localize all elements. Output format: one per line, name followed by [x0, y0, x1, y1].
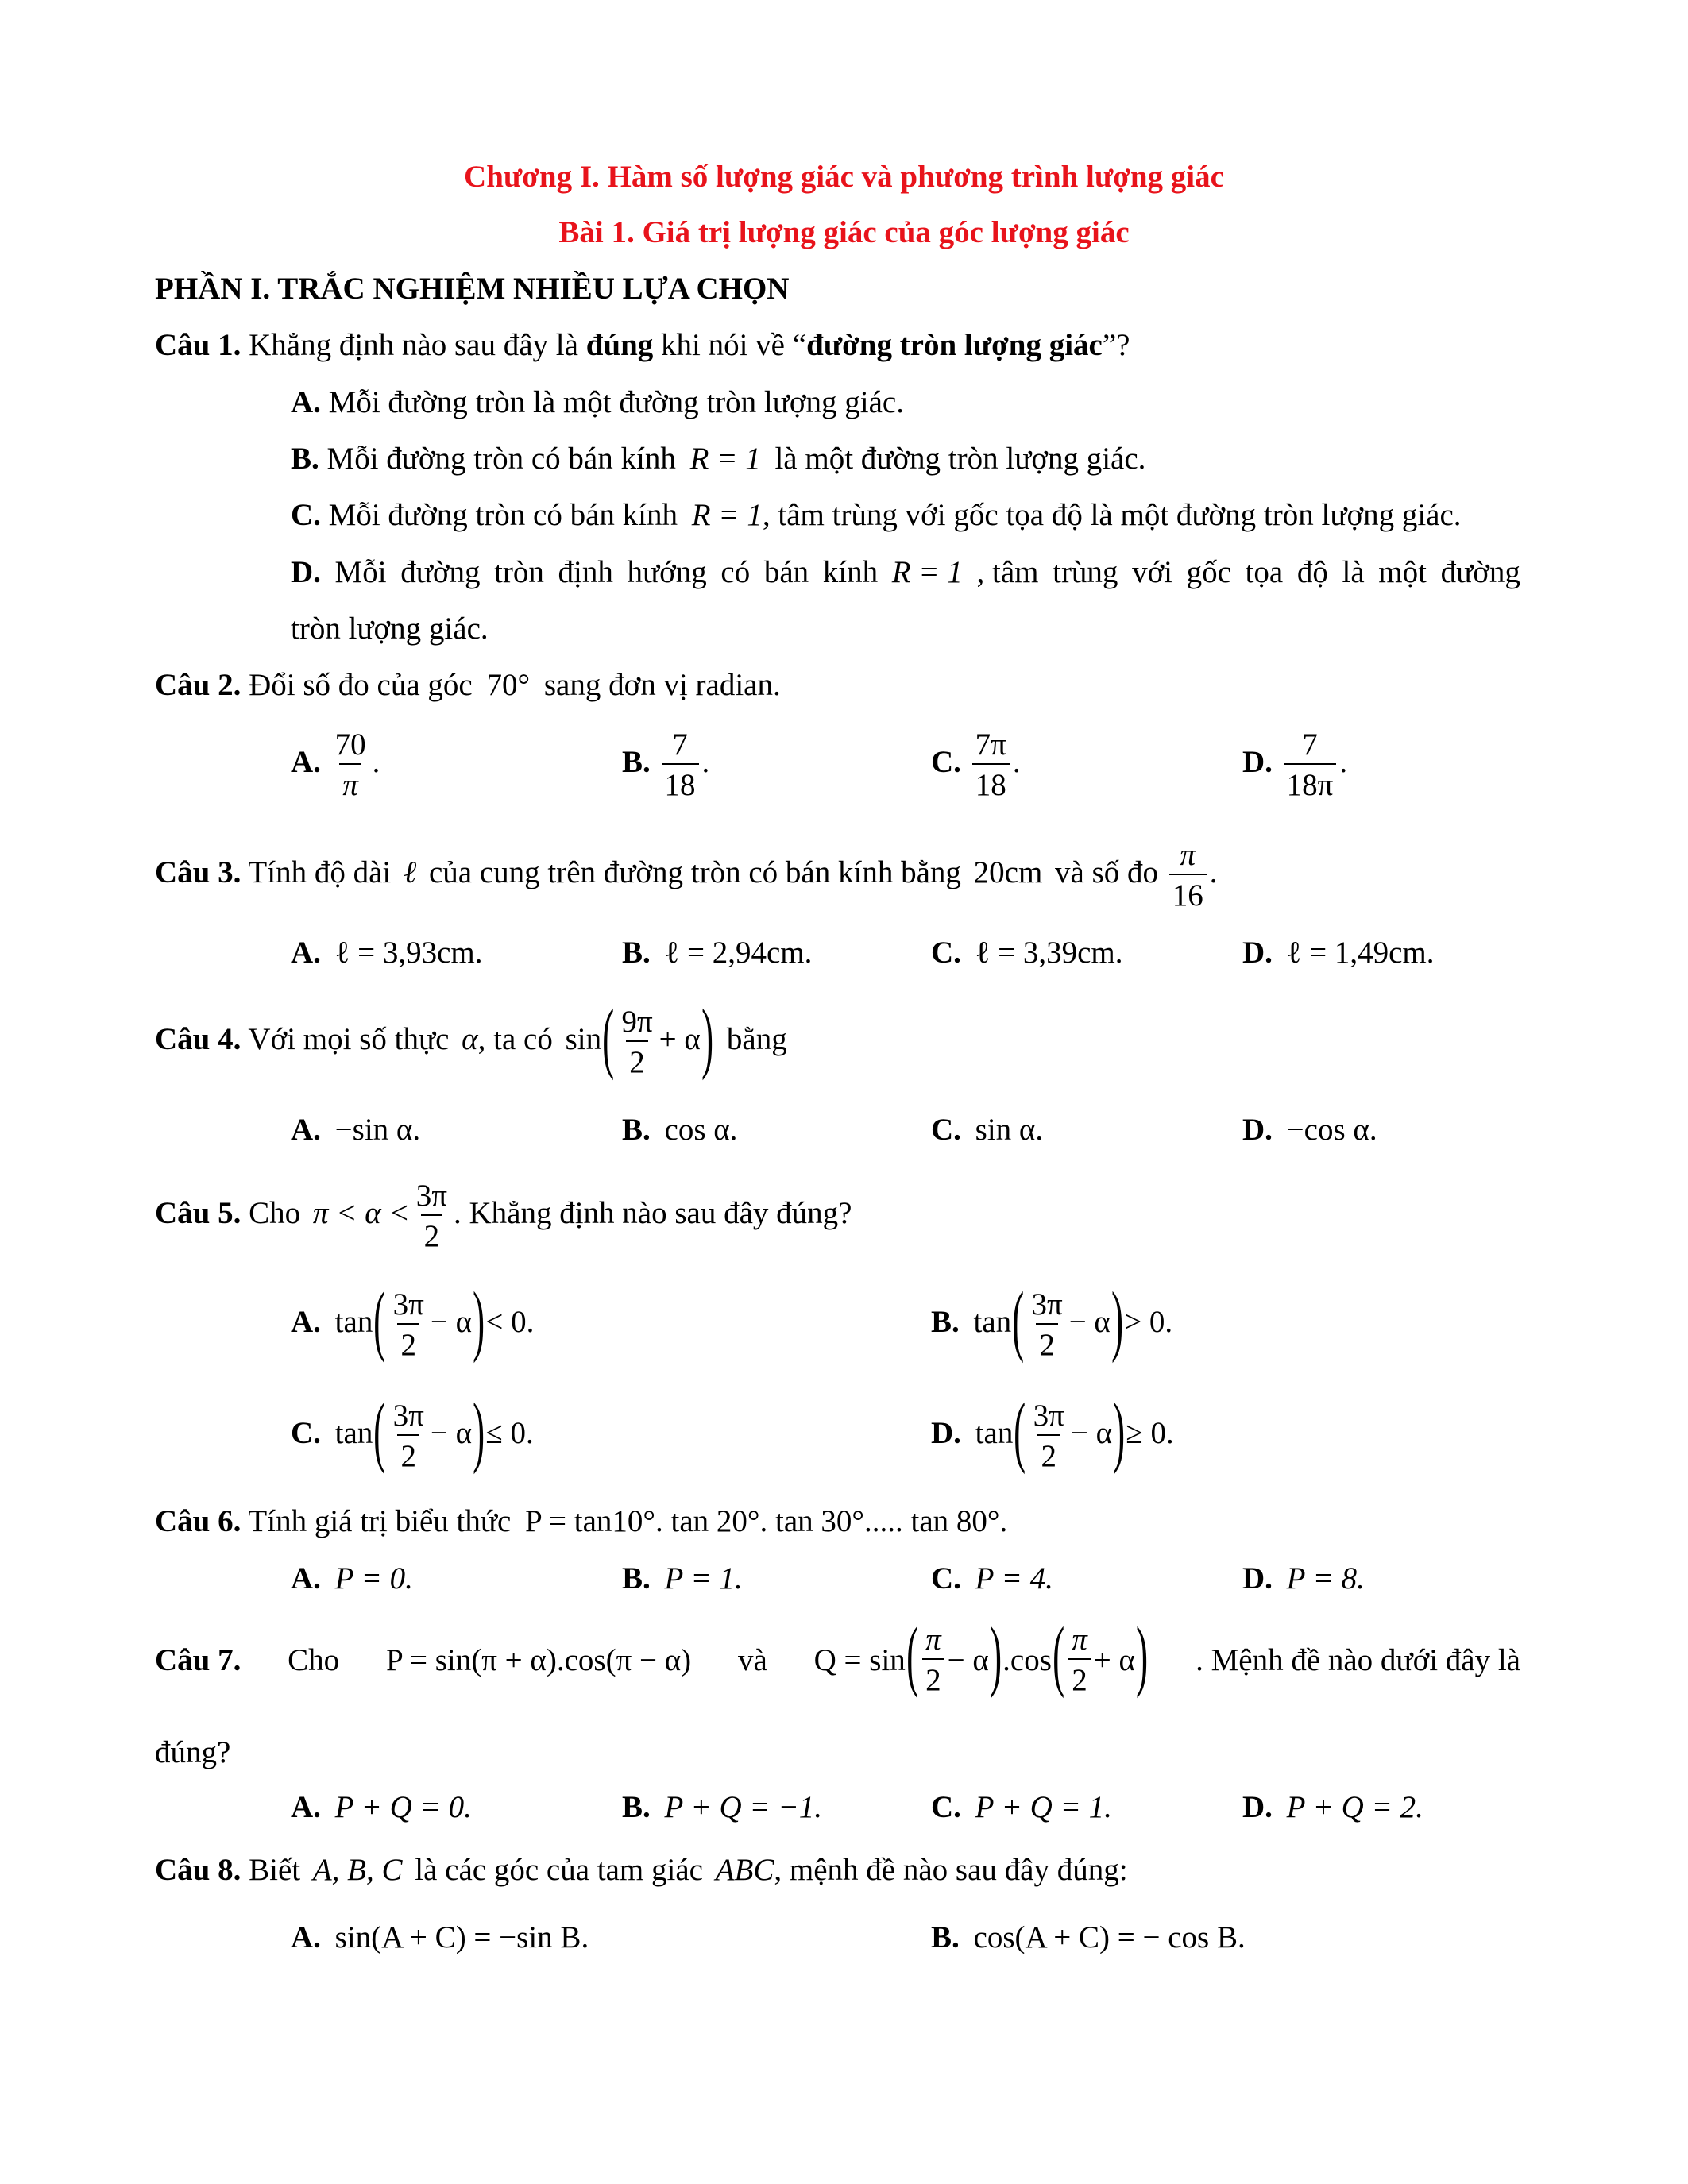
- question-text: bằng: [726, 1021, 787, 1056]
- option-label: B.: [622, 1561, 651, 1596]
- left-paren: (: [373, 1387, 386, 1475]
- math-function: tan: [973, 1304, 1012, 1339]
- math-symbol: α: [462, 1021, 478, 1056]
- option-value: ℓ = 1,49cm.: [1286, 936, 1435, 970]
- math-expression: P = tan10°. tan 20°. tan 30°..... tan 80°.: [525, 1504, 1008, 1538]
- question-text: Với mọi số thực: [248, 1021, 450, 1056]
- question-1: [155, 330, 1130, 361]
- math-symbol: ℓ: [403, 855, 417, 889]
- math-function: tan: [975, 1415, 1014, 1450]
- option-value: P = 4.: [975, 1561, 1053, 1596]
- fraction: $\frac{7\pi}{18}$: [972, 729, 1010, 801]
- question-text: . Mệnh đề nào dưới đây là: [1196, 1642, 1520, 1677]
- right-paren: ): [1111, 1275, 1124, 1364]
- option-a[interactable]: [291, 1792, 472, 1823]
- option-value: cos(A + C) = − cos B.: [973, 1920, 1246, 1954]
- math-expression: R = 1: [691, 498, 763, 532]
- right-paren: ): [1113, 1387, 1126, 1475]
- fraction: $\frac{7}{18\pi}$: [1284, 729, 1337, 801]
- option-value: cos α.: [664, 1113, 738, 1147]
- emphasis-text: đường tròn lượng giác: [806, 328, 1103, 362]
- option-word: , tâm: [976, 555, 1039, 589]
- left-paren: (: [906, 1611, 918, 1699]
- option-d[interactable]: [931, 1387, 1174, 1476]
- option-a[interactable]: [291, 387, 904, 418]
- fraction: $\frac{9\pi}{2}$: [621, 1005, 653, 1079]
- fraction: $\frac{3\pi}{2}$: [1033, 1399, 1064, 1473]
- fraction: $\frac{3\pi}{2}$: [1031, 1287, 1063, 1362]
- question-text: Tính giá trị biểu thức: [248, 1504, 512, 1538]
- option-label: C.: [931, 1113, 961, 1147]
- option-word: tròn: [494, 555, 544, 589]
- left-paren: (: [1053, 1611, 1065, 1699]
- option-text: , tâm trùng với gốc tọa độ là một đường tròn lượng giác.: [762, 498, 1462, 532]
- option-label: A.: [291, 1113, 321, 1147]
- option-word: đường: [400, 555, 481, 589]
- option-value: P + Q = 2.: [1286, 1790, 1423, 1824]
- right-paren: ): [1136, 1611, 1149, 1699]
- option-value: sin α.: [975, 1113, 1044, 1147]
- question-label: Câu 5.: [155, 1195, 241, 1230]
- option-a[interactable]: [291, 1922, 589, 1953]
- option-label: C.: [931, 1561, 961, 1596]
- math-relation: ≥ 0.: [1126, 1415, 1174, 1450]
- option-d-continuation: tròn lượng giác.: [291, 612, 489, 646]
- option-label: C.: [291, 498, 321, 532]
- option-text: là một đường tròn lượng giác.: [774, 442, 1146, 476]
- option-label: D.: [1242, 1561, 1273, 1596]
- option-label: B.: [622, 936, 651, 970]
- option-d[interactable]: [291, 557, 1520, 588]
- option-value: ℓ = 2,94cm.: [664, 936, 813, 970]
- option-b[interactable]: [291, 443, 1145, 474]
- option-label: B.: [931, 1304, 960, 1339]
- question-label: Câu 2.: [155, 668, 241, 702]
- question-text: Tính độ dài: [248, 855, 392, 889]
- question-text: Cho: [249, 1195, 301, 1230]
- question-label: Câu 3.: [155, 855, 241, 889]
- option-c[interactable]: C. $\frac{7\pi}{18}$ .: [931, 727, 1021, 802]
- math-expression: R = 1: [891, 555, 963, 589]
- option-d[interactable]: [1242, 1563, 1365, 1594]
- option-value: P = 1.: [664, 1561, 743, 1596]
- fraction: $\frac{3\pi}{2}$: [415, 1179, 447, 1253]
- question-text: Khẳng định nào sau đây là: [249, 328, 578, 362]
- question-text: , ta có: [477, 1021, 553, 1056]
- fraction: $\frac{3\pi}{2}$: [392, 1287, 424, 1362]
- question-label: Câu 8.: [155, 1853, 241, 1887]
- option-value: −cos α.: [1286, 1113, 1377, 1147]
- q-expression: Q = sin ( $\frac{\pi}{2}$ − α ) .cos ( $\frac{\pi}{2}$ + α ): [813, 1611, 1149, 1699]
- option-a[interactable]: [291, 1275, 535, 1364]
- question-text: là các góc của tam giác: [415, 1853, 703, 1887]
- fraction: $\frac{7}{18}$: [662, 729, 699, 801]
- question-text: Cho: [288, 1642, 340, 1677]
- option-value: ℓ = 3,39cm.: [975, 936, 1123, 970]
- question-text: khi nói về “: [661, 328, 807, 362]
- option-label: B.: [931, 1920, 960, 1954]
- option-d[interactable]: [1242, 1114, 1377, 1145]
- option-c[interactable]: [291, 1387, 534, 1476]
- option-label: A.: [291, 385, 321, 419]
- option-b[interactable]: [622, 1792, 822, 1823]
- math-function: tan: [334, 1415, 373, 1450]
- option-label: C.: [291, 1415, 321, 1450]
- question-text: và số đo: [1055, 855, 1159, 889]
- chapter-title: Chương I. Hàm số lượng giác và phương trình lượng giác: [464, 160, 1224, 194]
- option-c[interactable]: [931, 1792, 1112, 1823]
- option-label: A.: [291, 1790, 321, 1824]
- question-label: Câu 1.: [155, 328, 241, 362]
- question-5: [155, 1180, 852, 1252]
- math-function: sin: [565, 1021, 602, 1056]
- math-expression: 20cm: [973, 855, 1043, 889]
- lesson-title: Bài 1. Giá trị lượng giác của góc lượng giác: [558, 215, 1130, 249]
- option-a[interactable]: [291, 937, 483, 968]
- math-relation: < 0.: [485, 1304, 535, 1339]
- option-label: C.: [931, 936, 961, 970]
- fraction: $\frac{\pi}{2}$: [1068, 1624, 1091, 1696]
- option-label: B.: [622, 1790, 651, 1824]
- option-value: P = 0.: [334, 1561, 413, 1596]
- option-word: với: [1132, 555, 1173, 589]
- option-label: A.: [291, 1304, 321, 1339]
- option-label: D.: [1242, 1113, 1273, 1147]
- question-4: [155, 993, 787, 1082]
- left-paren: (: [1014, 1387, 1026, 1475]
- question-7: [155, 1611, 1520, 1699]
- option-d[interactable]: D. $\frac{7}{18\pi}$ .: [1242, 727, 1348, 802]
- math-relation: > 0.: [1124, 1304, 1173, 1339]
- option-value: −sin α.: [334, 1113, 421, 1147]
- question-7-continuation: đúng?: [155, 1735, 231, 1769]
- part-heading: PHẦN I. TRẮC NGHIỆM NHIỀU LỰA CHỌN: [155, 272, 790, 306]
- option-a[interactable]: [291, 1563, 413, 1594]
- option-word: trùng: [1053, 555, 1118, 589]
- question-text: . Khẳng định nào sau đây đúng?: [453, 1195, 852, 1230]
- option-value: P + Q = 0.: [334, 1790, 472, 1824]
- option-label: D.: [1242, 744, 1273, 779]
- option-text: Mỗi đường tròn có bán kính: [328, 498, 678, 532]
- left-paren: (: [1012, 1275, 1025, 1364]
- option-label: D.: [1242, 936, 1273, 970]
- right-paren: ): [990, 1611, 1002, 1699]
- option-label: D.: [291, 555, 321, 589]
- option-word: gốc: [1186, 555, 1231, 589]
- math-expression: 70°: [486, 668, 531, 702]
- math-expression: + α: [659, 1021, 701, 1056]
- math-expression: − α: [430, 1304, 473, 1339]
- math-expression: − α: [430, 1415, 473, 1450]
- option-b[interactable]: [622, 1114, 737, 1145]
- option-c[interactable]: [291, 500, 1462, 531]
- right-paren: ): [473, 1275, 485, 1364]
- fraction: $\frac{70}{\pi}$: [334, 727, 366, 802]
- question-text: ”?: [1102, 328, 1130, 362]
- option-d[interactable]: [1242, 937, 1435, 968]
- option-word: đường: [1440, 555, 1520, 589]
- right-paren: ): [701, 993, 713, 1081]
- left-paren: (: [602, 993, 615, 1081]
- question-label: Câu 4.: [155, 1021, 241, 1056]
- option-b[interactable]: [931, 1275, 1173, 1364]
- question-3: Câu 3. Tính độ dài ℓ của cung trên đường tròn có bán kính bằng 20cm và số đo $\frac{\pi}{16}$ .: [155, 838, 1218, 913]
- left-paren: (: [373, 1275, 386, 1364]
- fraction: $\frac{3\pi}{2}$: [392, 1399, 424, 1473]
- option-label: D.: [931, 1415, 961, 1450]
- option-c[interactable]: [931, 1563, 1053, 1594]
- math-expression: A, B, C: [312, 1853, 403, 1887]
- option-label: C.: [931, 1790, 961, 1824]
- right-paren: ): [473, 1387, 485, 1475]
- math-expression: P = sin(π + α).cos(π − α): [386, 1642, 692, 1677]
- option-a[interactable]: A. $\frac{70}{\pi}$ .: [291, 727, 380, 802]
- option-value: sin(A + C) = −sin B.: [334, 1920, 589, 1954]
- option-text: Mỗi đường tròn có bán kính: [326, 442, 676, 476]
- option-c[interactable]: [931, 937, 1123, 968]
- question-text: và: [738, 1642, 767, 1677]
- option-label: A.: [291, 1920, 321, 1954]
- math-expression: − α: [1070, 1415, 1113, 1450]
- option-c[interactable]: [931, 1114, 1043, 1145]
- question-text: Đổi số đo của góc: [249, 668, 473, 702]
- option-value: P + Q = −1.: [664, 1790, 823, 1824]
- math-expression: R = 1: [689, 442, 761, 476]
- option-label: A.: [291, 744, 321, 779]
- option-word: có: [720, 555, 751, 589]
- question-2: [155, 669, 781, 700]
- question-label: Câu 7.: [155, 1642, 241, 1677]
- math-expression: − α: [1068, 1304, 1111, 1339]
- question-8: [155, 1854, 1128, 1885]
- option-word: Mỗi: [334, 555, 387, 589]
- option-label: B.: [291, 442, 319, 476]
- option-word: độ: [1296, 555, 1328, 589]
- option-value: P = 8.: [1286, 1561, 1365, 1596]
- option-label: B.: [622, 1113, 651, 1147]
- option-text: Mỗi đường tròn là một đường tròn lượng giác.: [328, 385, 904, 419]
- option-word: bán: [763, 555, 809, 589]
- option-label: A.: [291, 936, 321, 970]
- question-label: Câu 6.: [155, 1504, 241, 1538]
- math-function: tan: [334, 1304, 373, 1339]
- option-value: P + Q = 1.: [975, 1790, 1112, 1824]
- option-value: ℓ = 3,93cm.: [334, 936, 483, 970]
- option-label: D.: [1242, 1790, 1273, 1824]
- option-a[interactable]: [291, 1114, 420, 1145]
- math-expression: ABC: [715, 1853, 774, 1887]
- option-label: B.: [622, 744, 651, 779]
- emphasis-text: đúng: [585, 328, 654, 362]
- option-b[interactable]: [622, 937, 812, 968]
- option-b[interactable]: B. $\frac{7}{18}$ .: [622, 727, 710, 802]
- option-word: là: [1342, 555, 1365, 589]
- math-expression: π < α <: [312, 1195, 410, 1230]
- question-text: của cung trên đường tròn có bán kính bằng: [428, 855, 961, 889]
- option-d[interactable]: [1242, 1792, 1423, 1823]
- option-label: C.: [931, 744, 961, 779]
- math-relation: ≤ 0.: [485, 1415, 534, 1450]
- option-word: tọa: [1245, 555, 1284, 589]
- option-b[interactable]: [622, 1563, 743, 1594]
- fraction: $\frac{\pi}{16}$: [1169, 839, 1207, 911]
- option-word: một: [1378, 555, 1427, 589]
- option-b[interactable]: [931, 1922, 1246, 1953]
- question-text: Biết: [249, 1853, 301, 1887]
- option-word: kính: [822, 555, 879, 589]
- question-text: sang đơn vị radian.: [543, 668, 781, 702]
- question-6: [155, 1506, 1007, 1537]
- fraction: $\frac{\pi}{2}$: [922, 1624, 944, 1696]
- option-word: hướng: [627, 555, 707, 589]
- option-label: A.: [291, 1561, 321, 1596]
- option-word: định: [558, 555, 613, 589]
- question-text: , mệnh đề nào sau đây đúng:: [774, 1853, 1128, 1887]
